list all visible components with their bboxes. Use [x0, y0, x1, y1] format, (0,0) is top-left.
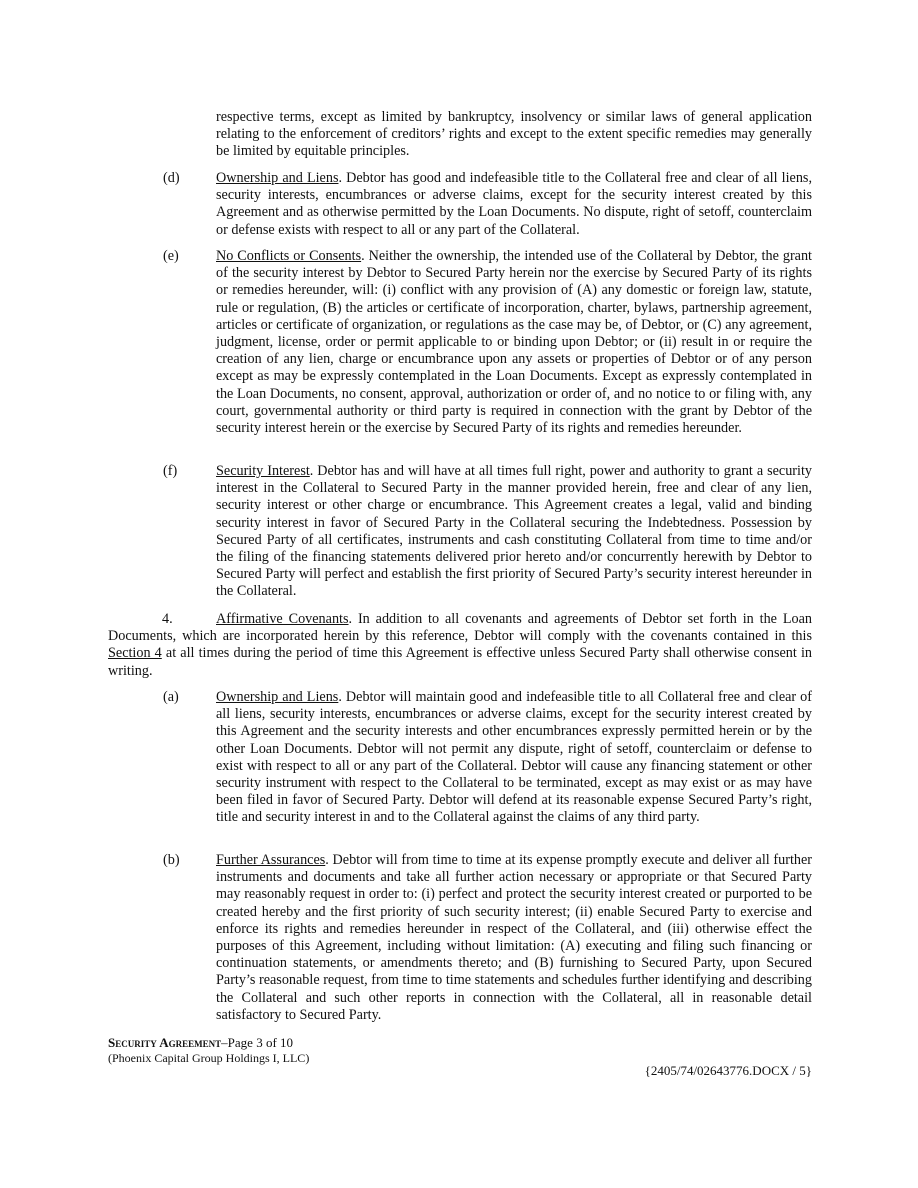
item-a-paragraph [216, 689, 812, 827]
item-a-heading: Ownership and Liens [216, 689, 339, 705]
item-label-d: (d) [163, 170, 180, 186]
footer-left [108, 1036, 309, 1065]
section-4-number: 4. [162, 611, 173, 627]
section-4-text-after: at all times during the period of time this Agreement is effective unless Secured Party shall otherwise consent in writing. [108, 645, 812, 679]
continuation-paragraph [216, 109, 812, 161]
item-label-e: (e) [163, 248, 179, 264]
footer-doc-id: {2405/74/02643776.DOCX / 5} [644, 1063, 812, 1078]
item-e-heading: No Conflicts or Consents [216, 248, 362, 264]
item-b-heading: Further Assurances [216, 852, 326, 868]
item-b-paragraph [216, 852, 812, 1024]
item-f-paragraph [216, 463, 812, 601]
section-4-paragraph [108, 611, 812, 680]
item-d-paragraph [216, 170, 812, 239]
footer-party: (Phoenix Capital Group Holdings I, LLC) [108, 1050, 310, 1065]
item-d-text: . Debtor has good and indefeasible title to the Collateral free and clear of all liens, security interests, encumbrances or adverse claims, except for the security interest created by this Agreement and as otherwise permitted by the Loan Documents. No dispute, right of setoff, counterclaim or defense exists with respect to all or any part of the Collateral. [216, 170, 812, 238]
item-label-a: (a) [163, 689, 179, 705]
item-d-heading: Ownership and Liens [216, 170, 339, 186]
continuation-text: respective terms, except as limited by bankruptcy, insolvency or similar laws of general application relating to the enforcement of creditors’ rights and except to the extent specific remedies may generally be limited by equitable principles. [216, 109, 812, 160]
footer-title-line [108, 1036, 309, 1051]
item-b-text: . Debtor will from time to time at its expense promptly execute and deliver all further instruments and documents and take all further action necessary or appropriate or that Secured Party may reasonably request in order to: (i) perfect and protect the security interest created or purported to be created hereby and the first priority of such security interest; (ii) enable Secured Party to exercise and enforce its rights and remedies hereunder in respect of the Collateral, and (iii) otherwise effect the purposes of this Agreement, including without limitation: (A) executing and filing such financing or continuation statements, or amendments thereto; and (B) furnishing to Secured Party, upon Secured Party’s reasonable request, from time to time statements and schedules further identifying and describing the Collateral and such other reports in connection with the Collateral, all in reasonable detail satisfactory to Secured Party. [216, 852, 812, 1023]
item-e-paragraph [216, 248, 812, 437]
item-label-b: (b) [163, 852, 180, 868]
section-4-heading: Affirmative Covenants [216, 611, 349, 627]
item-label-f: (f) [163, 463, 178, 479]
item-a-text: . Debtor will maintain good and indefeasible title to all Collateral free and clear of all liens, security interests, encumbrances or adverse claims, except for the security interest created by this Agreement and the security interests and other encumbrances expressly permitted herein or by the other Loan Documents. Debtor will not permit any dispute, right of setoff, counterclaim or defense to exist with respect to all or any part of the Collateral. Debtor will cause any financing statement or other security instrument with respect to the Collateral to be terminated, except as may exist or as may have been filed in favor of Secured Party. Debtor will defend at its reasonable expense Secured Party’s right, title and security interest in and to the Collateral against the claims of any third party. [216, 689, 813, 826]
section-4-text-before: . In addition to all covenants and agreements of Debtor set forth in the Loan Documents, which are incorporated herein by this reference, Debtor will comply with the covenants contained in this [108, 611, 813, 645]
footer-page-label: –Page 3 of 10 [221, 1035, 294, 1050]
item-f-text: . Debtor has and will have at all times full right, power and authority to grant a security interest in the Collateral to Secured Party in the manner provided herein, free and clear of any lien, security interest or other charge or encumbrance. This Agreement creates a legal, valid and binding security interest in favor of Secured Party in the Collateral securing the Indebtedness. Possession by Secured Party of all certificates, instruments and cash constituting Collateral from time to time and/or the filing of the financing statements delivered prior hereto and/or concurrently herewith by Debtor to Secured Party will perfect and establish the first priority of Secured Party’s security interest hereunder in the Collateral. [216, 463, 812, 600]
item-f-heading: Security Interest [216, 463, 310, 479]
footer-doc-title: Security Agreement [108, 1035, 222, 1050]
section-4-reference: Section 4 [108, 645, 162, 662]
item-e-text: . Neither the ownership, the intended use of the Collateral by Debtor, the grant of the security interest by Debtor to Secured Party herein nor the exercise by Secured Party of its rights or remedies hereunder, will: (i) conflict with any provision of (A) any domestic or foreign law, statute, rule or regulation, (B) the articles or certificate of incorporation, charter, bylaws, partnership agreement, articles or certificate of organization, or regulations as the case may be, of Debtor, or (C) any agreement, judgment, license, order or permit applicable to or binding upon Debtor; or (ii) result in or require the creation of any lien, charge or encumbrance upon any assets or properties of Debtor or of any person except as may be expressly contemplated in the Loan Documents. Except as expressly contemplated in the Loan Documents, no consent, approval, authorization or order of, and no notice to or filing with, any court, governmental authority or third party is required in connection with the grant by Debtor of the security interest herein or the exercise by Secured Party of its rights and remedies hereunder. [216, 248, 812, 437]
